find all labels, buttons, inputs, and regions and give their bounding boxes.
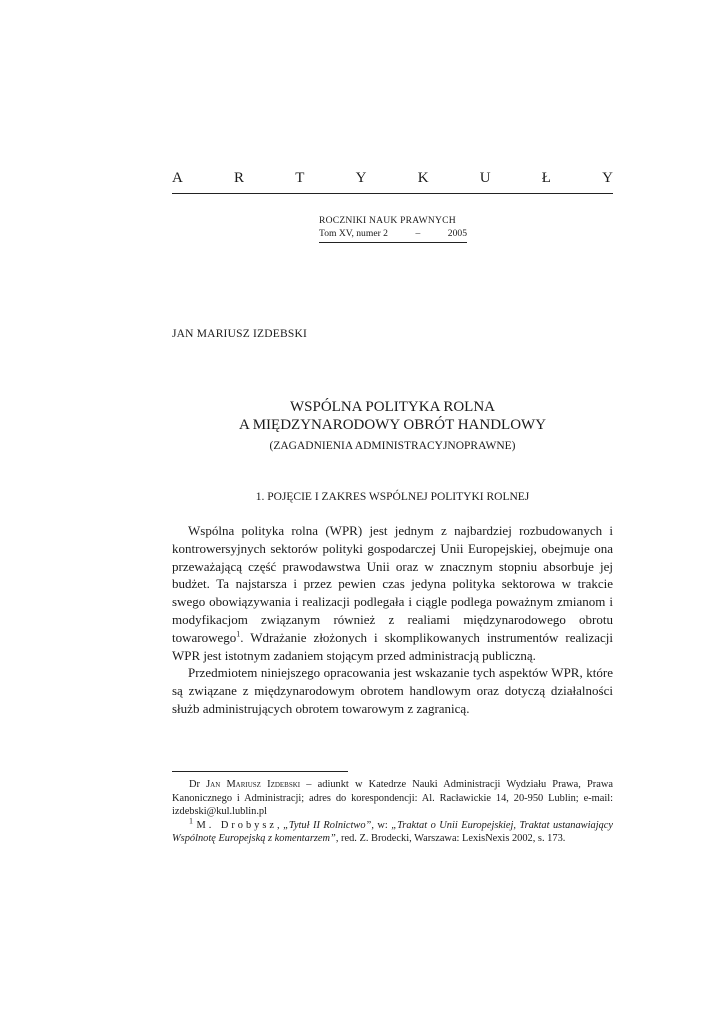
section-header bbox=[172, 170, 613, 187]
footnote-text: , w: bbox=[371, 819, 392, 831]
paragraph bbox=[172, 522, 613, 664]
article-title bbox=[172, 398, 613, 434]
author-footnote bbox=[172, 778, 613, 819]
section-header-letter: Ł bbox=[541, 170, 551, 186]
journal-info bbox=[319, 214, 467, 240]
journal-name: ROCZNIKI NAUK PRAWNYCH bbox=[319, 215, 456, 226]
section-header-letter: Y bbox=[355, 170, 367, 186]
footnote-cited-title: „Tytuł II Rolnictwo” bbox=[283, 819, 372, 831]
footnote-number: 1 bbox=[189, 816, 193, 826]
footnote-author-name: Jan Mariusz Izdebski bbox=[206, 779, 301, 790]
footnote-text: – adiunkt w Katedrze Nauki Administracji Wydziału Prawa, Prawa Kanonicznego i Administracji; adres do korespondencji: Al. Racławickie 14, 20-950 Lublin; e-mail: izdebski@kul.lublin.pl bbox=[172, 779, 613, 818]
section-header-letter: T bbox=[295, 170, 305, 186]
footnote bbox=[172, 816, 613, 846]
paragraph-text: Wspólna polityka rolna (WPR) jest jednym z najbardziej rozbudowanych i kontrowersyjnych sektorów polityki gospodarczej Unii Europejskiej, obejmuje ona przeważającą część prawodawstwa Unii oraz w znacznym stopniu absorbuje jej budżet. Ta najstarsza i przez pewien czas jedyna polityka sektorowa w trakcie swego obowiązywania i realizacji podlegała i ciągle podlega poważnym zmianom i modyfikacjom związanym również z realiami międzynarodowego obrotu towarowego bbox=[172, 523, 613, 645]
section-header-letter: U bbox=[479, 170, 491, 186]
footnote-cited-author: M. Drobysz bbox=[196, 819, 278, 831]
article-subtitle: (ZAGADNIENIA ADMINISTRACYJNOPRAWNE) bbox=[269, 440, 516, 452]
article-title-line: WSPÓLNA POLITYKA ROLNA bbox=[289, 399, 495, 415]
footnote-rule bbox=[172, 771, 348, 772]
article-title-line: A MIĘDZYNARODOWY OBRÓT HANDLOWY bbox=[238, 417, 547, 433]
article-author: JAN MARIUSZ IZDEBSKI bbox=[172, 328, 307, 340]
paragraph-text: . Wdrażanie złożonych i skomplikowanych instrumentów realizacji WPR jest istotnym zadaniem stojącym przed administracją publiczną. bbox=[172, 629, 613, 663]
footnote-text: , red. Z. Brodecki, Warszawa: LexisNexis 2002, s. 173. bbox=[335, 833, 566, 845]
section-header-rule bbox=[172, 193, 613, 194]
section-heading: 1. POJĘCIE I ZAKRES WSPÓLNEJ POLITYKI ROLNEJ bbox=[255, 491, 530, 503]
footnote-ref: 1 bbox=[236, 629, 241, 639]
journal-year: 2005 bbox=[447, 228, 467, 239]
section-header-letter: K bbox=[417, 170, 429, 186]
journal-rule bbox=[319, 242, 467, 243]
article-body bbox=[172, 522, 613, 718]
journal-dash: – bbox=[415, 228, 421, 239]
section-header-letter: A bbox=[172, 170, 183, 186]
paragraph: Przedmiotem niniejszego opracowania jest wskazanie tych aspektów WPR, które są związane z międzynarodowym obrotem handlowym oraz dotyczą działalności służb administrujących obrotem towarowym z zagranicą. bbox=[172, 665, 613, 716]
footnote-cited-book: „Traktat o Unii Europejskiej, Traktat ustanawiający Wspólnotę Europejską z komentarzem” bbox=[172, 819, 613, 845]
footnote-text: , bbox=[277, 819, 284, 831]
journal-issue bbox=[319, 227, 467, 240]
section-header-letter: Y bbox=[602, 170, 613, 186]
section-header-letter: R bbox=[234, 170, 245, 186]
footnote-text: Dr bbox=[189, 779, 207, 790]
journal-volume: Tom XV, numer 2 bbox=[319, 228, 388, 239]
footnotes bbox=[172, 778, 613, 846]
